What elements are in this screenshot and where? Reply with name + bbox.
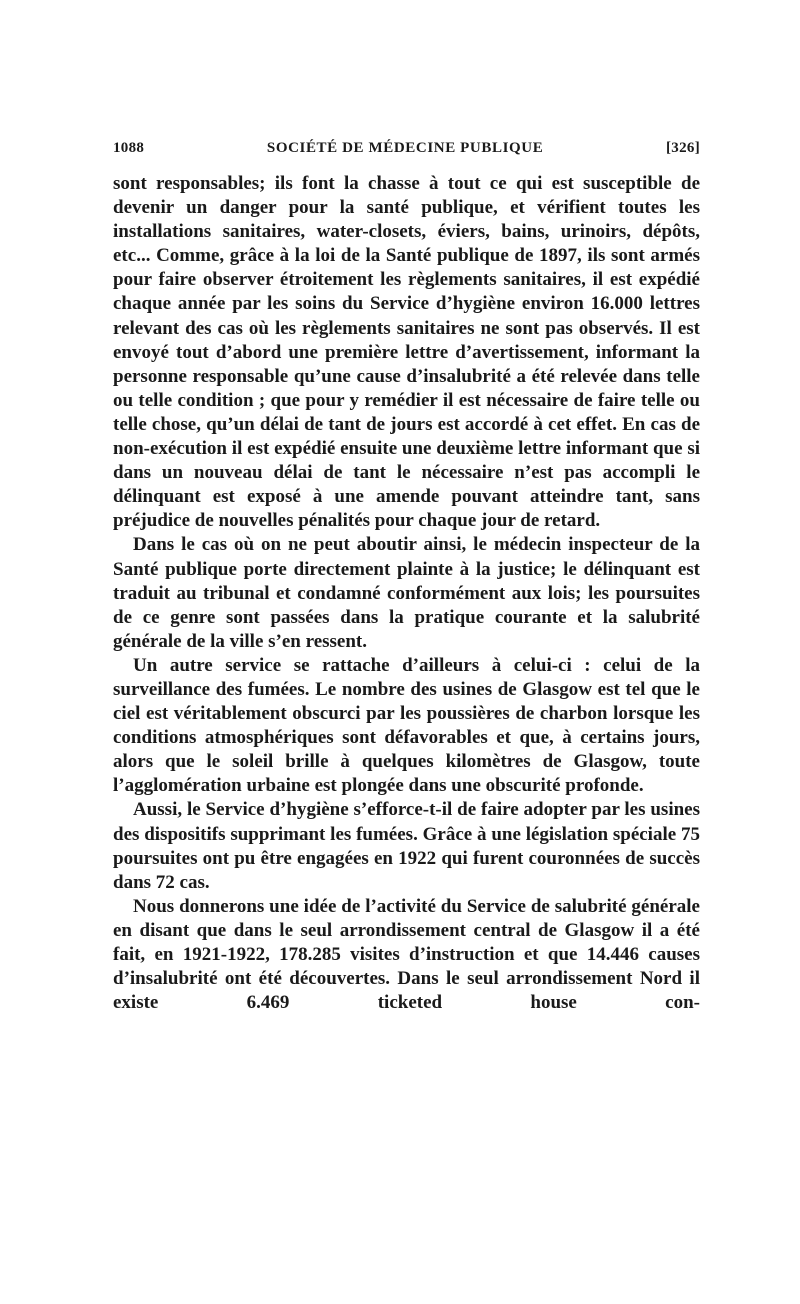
section-number: [326] [666,140,700,156]
paragraph: Un autre service se rattache d’ailleurs à celui-ci : celui de la surveillance des fumées. Le nombre des usines de Glasgow est tel que le ciel est véritablement obscurci par les poussières de charbon lorsque les conditions atmosphériques sont défavorables et que, à certains jours, alors que le soleil brille à quelques kilomètres de Glasgow, toute l’agglomération urbaine est plongée dans une obscurité profonde. [113,654,700,797]
paragraph: Aussi, le Service d’hygiène s’efforce-t-il de faire adopter par les usines des dispositifs supprimant les fumées. Grâce à une législation spéciale 75 poursuites ont pu être engagées en 1922 qui furent couronnées de succès dans 72 cas. [113,799,700,893]
running-title: SOCIÉTÉ DE MÉDECINE PUBLIQUE [266,140,544,156]
paragraph-continues: Nous donnerons une idée de l’activité du Service de salubrité générale en disant que dans le seul arrondissement central de Glasgow il a été fait, en 1921-1922, 178.285 visites d’instruction et que 14.446 causes d’insalubrité ont été découvertes. Dans le seul arrondissement Nord il existe 6.469 ticketed house con- [113,895,700,1014]
body-text [113,172,700,1015]
paragraph-continued: sont responsables; ils font la chasse à tout ce qui est susceptible de devenir un danger pour la santé publique, et vérifient toutes les installations sanitaires, water-closets, éviers, bains, urinoirs, dépôts, etc... Comme, grâce à la loi de la Santé publique de 1897, ils sont armés pour faire observer étroitement les règlements sanitaires, il est expédié chaque année par les soins du Service d’hygiène environ 16.000 lettres relevant des cas où les règlements sanitaires ne sont pas observés. Il est envoyé tout d’abord une première lettre d’avertissement, informant la personne responsable qu’une cause d’insalubrité a été relevée dans telle ou telle condition ; que pour y remédier il est nécessaire de faire telle ou telle chose, qu’un délai de tant de jours est accordé à cet effet. En cas de non-exécution il est expédié ensuite une deuxième lettre informant que si dans un nouveau délai de tant le nécessaire n’est pas accompli le délinquant est exposé à une amende pouvant atteindre tant, sans préjudice de nouvelles pénalités pour chaque jour de retard. [113,173,700,532]
paragraph: Dans le cas où on ne peut aboutir ainsi, le médecin inspecteur de la Santé publique porte directement plainte à la justice; le délinquant est traduit au tribunal et condamné conformément aux lois; les poursuites de ce genre sont passées dans la pratique courante et la salubrité générale de la ville s’en ressent. [113,534,700,652]
running-header [113,140,700,164]
page-number: 1088 [113,140,145,156]
document-page [113,140,700,1015]
